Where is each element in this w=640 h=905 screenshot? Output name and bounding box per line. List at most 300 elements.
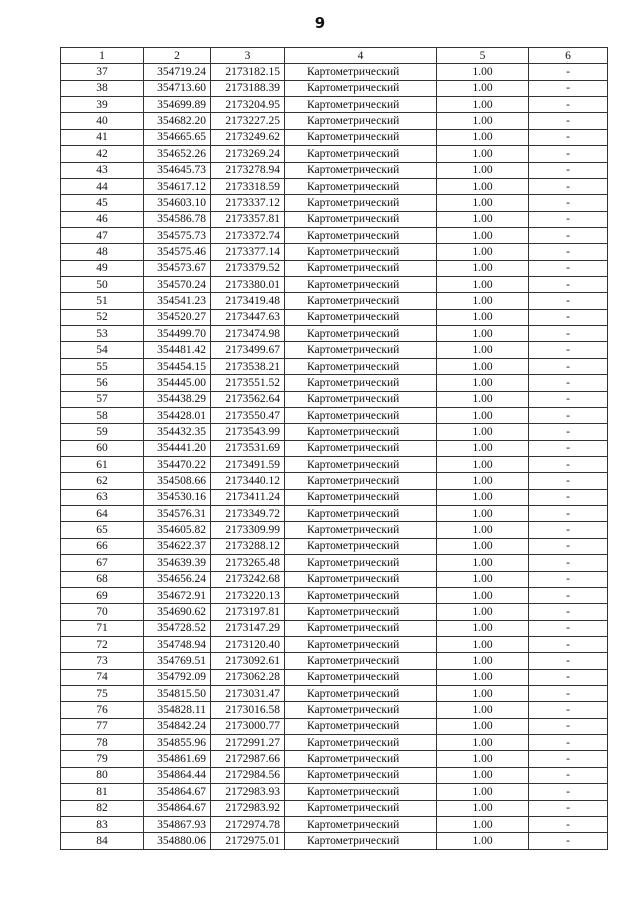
x-coordinate-cell: 354622.37 — [144, 538, 211, 554]
y-coordinate-cell: 2173543.99 — [211, 424, 285, 440]
note-cell: - — [529, 800, 608, 816]
table-row — [61, 735, 608, 751]
table-row — [61, 620, 608, 636]
y-coordinate-cell: 2173220.13 — [211, 587, 285, 603]
y-coordinate-cell: 2173440.12 — [211, 473, 285, 489]
point-number-cell: 52 — [61, 309, 144, 325]
y-coordinate-cell: 2172975.01 — [211, 833, 285, 849]
accuracy-cell: 1.00 — [437, 669, 529, 685]
point-number-cell: 73 — [61, 653, 144, 669]
method-cell: Картометрический — [285, 244, 437, 260]
point-number-cell: 43 — [61, 162, 144, 178]
table-row — [61, 538, 608, 554]
note-cell: - — [529, 620, 608, 636]
x-coordinate-cell: 354481.42 — [144, 342, 211, 358]
accuracy-cell: 1.00 — [437, 440, 529, 456]
accuracy-cell: 1.00 — [437, 653, 529, 669]
accuracy-cell: 1.00 — [437, 97, 529, 113]
note-cell: - — [529, 571, 608, 587]
point-number-cell: 77 — [61, 718, 144, 734]
table-row — [61, 113, 608, 129]
method-cell: Картометрический — [285, 64, 437, 80]
y-coordinate-cell: 2173491.59 — [211, 456, 285, 472]
note-cell: - — [529, 636, 608, 652]
table-row — [61, 80, 608, 96]
y-coordinate-cell: 2173349.72 — [211, 506, 285, 522]
x-coordinate-cell: 354432.35 — [144, 424, 211, 440]
note-cell: - — [529, 277, 608, 293]
point-number-cell: 48 — [61, 244, 144, 260]
y-coordinate-cell: 2172983.93 — [211, 784, 285, 800]
y-coordinate-cell: 2173380.01 — [211, 277, 285, 293]
y-coordinate-cell: 2173269.24 — [211, 146, 285, 162]
table-header — [61, 48, 608, 64]
point-number-cell: 84 — [61, 833, 144, 849]
y-coordinate-cell: 2173531.69 — [211, 440, 285, 456]
note-cell: - — [529, 227, 608, 243]
x-coordinate-cell: 354748.94 — [144, 636, 211, 652]
note-cell: - — [529, 669, 608, 685]
point-number-cell: 42 — [61, 146, 144, 162]
x-coordinate-cell: 354867.93 — [144, 816, 211, 832]
method-cell: Картометрический — [285, 293, 437, 309]
method-cell: Картометрический — [285, 80, 437, 96]
y-coordinate-cell: 2173357.81 — [211, 211, 285, 227]
y-coordinate-cell: 2173204.95 — [211, 97, 285, 113]
accuracy-cell: 1.00 — [437, 407, 529, 423]
y-coordinate-cell: 2173538.21 — [211, 358, 285, 374]
table-row — [61, 326, 608, 342]
method-cell: Картометрический — [285, 767, 437, 783]
method-cell: Картометрический — [285, 113, 437, 129]
note-cell: - — [529, 358, 608, 374]
x-coordinate-cell: 354864.67 — [144, 784, 211, 800]
method-cell: Картометрический — [285, 702, 437, 718]
point-number-cell: 74 — [61, 669, 144, 685]
method-cell: Картометрический — [285, 424, 437, 440]
x-coordinate-cell: 354576.31 — [144, 506, 211, 522]
table-row — [61, 473, 608, 489]
accuracy-cell: 1.00 — [437, 473, 529, 489]
point-number-cell: 80 — [61, 767, 144, 783]
accuracy-cell: 1.00 — [437, 522, 529, 538]
column-header-3: 3 — [211, 48, 285, 64]
point-number-cell: 82 — [61, 800, 144, 816]
y-coordinate-cell: 2173188.39 — [211, 80, 285, 96]
accuracy-cell: 1.00 — [437, 260, 529, 276]
x-coordinate-cell: 354652.26 — [144, 146, 211, 162]
point-number-cell: 37 — [61, 64, 144, 80]
page-number: 9 — [314, 14, 326, 32]
accuracy-cell: 1.00 — [437, 702, 529, 718]
point-number-cell: 58 — [61, 407, 144, 423]
point-number-cell: 69 — [61, 587, 144, 603]
x-coordinate-cell: 354573.67 — [144, 260, 211, 276]
table-row — [61, 522, 608, 538]
x-coordinate-cell: 354617.12 — [144, 178, 211, 194]
x-coordinate-cell: 354828.11 — [144, 702, 211, 718]
point-number-cell: 38 — [61, 80, 144, 96]
method-cell: Картометрический — [285, 358, 437, 374]
method-cell: Картометрический — [285, 653, 437, 669]
method-cell: Картометрический — [285, 211, 437, 227]
x-coordinate-cell: 354441.20 — [144, 440, 211, 456]
method-cell: Картометрический — [285, 97, 437, 113]
point-number-cell: 72 — [61, 636, 144, 652]
method-cell: Картометрический — [285, 604, 437, 620]
point-number-cell: 68 — [61, 571, 144, 587]
x-coordinate-cell: 354586.78 — [144, 211, 211, 227]
note-cell: - — [529, 146, 608, 162]
y-coordinate-cell: 2173318.59 — [211, 178, 285, 194]
table-row — [61, 686, 608, 702]
point-number-cell: 70 — [61, 604, 144, 620]
point-number-cell: 83 — [61, 816, 144, 832]
method-cell: Картометрический — [285, 800, 437, 816]
accuracy-cell: 1.00 — [437, 767, 529, 783]
y-coordinate-cell: 2173550.47 — [211, 407, 285, 423]
accuracy-cell: 1.00 — [437, 816, 529, 832]
x-coordinate-cell: 354508.66 — [144, 473, 211, 489]
x-coordinate-cell: 354520.27 — [144, 309, 211, 325]
column-header-4: 4 — [285, 48, 437, 64]
note-cell: - — [529, 293, 608, 309]
x-coordinate-cell: 354605.82 — [144, 522, 211, 538]
y-coordinate-cell: 2173062.28 — [211, 669, 285, 685]
accuracy-cell: 1.00 — [437, 800, 529, 816]
y-coordinate-cell: 2172974.78 — [211, 816, 285, 832]
table-row — [61, 767, 608, 783]
y-coordinate-cell: 2173182.15 — [211, 64, 285, 80]
point-number-cell: 47 — [61, 227, 144, 243]
point-number-cell: 54 — [61, 342, 144, 358]
x-coordinate-cell: 354438.29 — [144, 391, 211, 407]
method-cell: Картометрический — [285, 555, 437, 571]
column-header-6: 6 — [529, 48, 608, 64]
x-coordinate-cell: 354880.06 — [144, 833, 211, 849]
method-cell: Картометрический — [285, 326, 437, 342]
table-row — [61, 636, 608, 652]
x-coordinate-cell: 354575.73 — [144, 227, 211, 243]
x-coordinate-cell: 354815.50 — [144, 686, 211, 702]
table-row — [61, 277, 608, 293]
point-number-cell: 55 — [61, 358, 144, 374]
accuracy-cell: 1.00 — [437, 833, 529, 849]
table-row — [61, 211, 608, 227]
y-coordinate-cell: 2173411.24 — [211, 489, 285, 505]
accuracy-cell: 1.00 — [437, 489, 529, 505]
accuracy-cell: 1.00 — [437, 277, 529, 293]
point-number-cell: 64 — [61, 506, 144, 522]
x-coordinate-cell: 354454.15 — [144, 358, 211, 374]
note-cell: - — [529, 456, 608, 472]
accuracy-cell: 1.00 — [437, 391, 529, 407]
table-row — [61, 669, 608, 685]
table-row — [61, 391, 608, 407]
x-coordinate-cell: 354719.24 — [144, 64, 211, 80]
accuracy-cell: 1.00 — [437, 178, 529, 194]
note-cell: - — [529, 587, 608, 603]
x-coordinate-cell: 354428.01 — [144, 407, 211, 423]
note-cell: - — [529, 309, 608, 325]
y-coordinate-cell: 2173419.48 — [211, 293, 285, 309]
y-coordinate-cell: 2173337.12 — [211, 195, 285, 211]
y-coordinate-cell: 2173147.29 — [211, 620, 285, 636]
method-cell: Картометрический — [285, 816, 437, 832]
accuracy-cell: 1.00 — [437, 326, 529, 342]
note-cell: - — [529, 784, 608, 800]
accuracy-cell: 1.00 — [437, 538, 529, 554]
x-coordinate-cell: 354645.73 — [144, 162, 211, 178]
accuracy-cell: 1.00 — [437, 735, 529, 751]
table-row — [61, 64, 608, 80]
method-cell: Картометрический — [285, 587, 437, 603]
point-number-cell: 39 — [61, 97, 144, 113]
x-coordinate-cell: 354665.65 — [144, 129, 211, 145]
method-cell: Картометрический — [285, 784, 437, 800]
x-coordinate-cell: 354445.00 — [144, 375, 211, 391]
method-cell: Картометрический — [285, 473, 437, 489]
x-coordinate-cell: 354699.89 — [144, 97, 211, 113]
y-coordinate-cell: 2172991.27 — [211, 735, 285, 751]
y-coordinate-cell: 2173379.52 — [211, 260, 285, 276]
accuracy-cell: 1.00 — [437, 80, 529, 96]
method-cell: Картометрический — [285, 260, 437, 276]
point-number-cell: 59 — [61, 424, 144, 440]
note-cell: - — [529, 489, 608, 505]
y-coordinate-cell: 2173227.25 — [211, 113, 285, 129]
note-cell: - — [529, 407, 608, 423]
note-cell: - — [529, 538, 608, 554]
note-cell: - — [529, 816, 608, 832]
table-row — [61, 244, 608, 260]
table-row — [61, 571, 608, 587]
method-cell: Картометрический — [285, 129, 437, 145]
accuracy-cell: 1.00 — [437, 146, 529, 162]
y-coordinate-cell: 2173372.74 — [211, 227, 285, 243]
table-row — [61, 702, 608, 718]
accuracy-cell: 1.00 — [437, 636, 529, 652]
table-row — [61, 146, 608, 162]
point-number-cell: 40 — [61, 113, 144, 129]
x-coordinate-cell: 354769.51 — [144, 653, 211, 669]
method-cell: Картометрический — [285, 686, 437, 702]
point-number-cell: 75 — [61, 686, 144, 702]
method-cell: Картометрический — [285, 391, 437, 407]
note-cell: - — [529, 686, 608, 702]
method-cell: Картометрический — [285, 489, 437, 505]
accuracy-cell: 1.00 — [437, 555, 529, 571]
table-row — [61, 587, 608, 603]
method-cell: Картометрический — [285, 751, 437, 767]
note-cell: - — [529, 506, 608, 522]
y-coordinate-cell: 2173551.52 — [211, 375, 285, 391]
note-cell: - — [529, 718, 608, 734]
table-row — [61, 653, 608, 669]
method-cell: Картометрический — [285, 833, 437, 849]
table-row — [61, 424, 608, 440]
x-coordinate-cell: 354603.10 — [144, 195, 211, 211]
table-row — [61, 342, 608, 358]
x-coordinate-cell: 354861.69 — [144, 751, 211, 767]
x-coordinate-cell: 354792.09 — [144, 669, 211, 685]
note-cell: - — [529, 244, 608, 260]
note-cell: - — [529, 375, 608, 391]
y-coordinate-cell: 2173309.99 — [211, 522, 285, 538]
point-number-cell: 76 — [61, 702, 144, 718]
x-coordinate-cell: 354541.23 — [144, 293, 211, 309]
accuracy-cell: 1.00 — [437, 375, 529, 391]
note-cell: - — [529, 473, 608, 489]
y-coordinate-cell: 2173562.64 — [211, 391, 285, 407]
accuracy-cell: 1.00 — [437, 162, 529, 178]
y-coordinate-cell: 2173016.58 — [211, 702, 285, 718]
accuracy-cell: 1.00 — [437, 571, 529, 587]
table-row — [61, 751, 608, 767]
x-coordinate-cell: 354855.96 — [144, 735, 211, 751]
y-coordinate-cell: 2173474.98 — [211, 326, 285, 342]
accuracy-cell: 1.00 — [437, 751, 529, 767]
note-cell: - — [529, 522, 608, 538]
x-coordinate-cell: 354690.62 — [144, 604, 211, 620]
method-cell: Картометрический — [285, 342, 437, 358]
table-row — [61, 129, 608, 145]
x-coordinate-cell: 354570.24 — [144, 277, 211, 293]
note-cell: - — [529, 195, 608, 211]
accuracy-cell: 1.00 — [437, 686, 529, 702]
note-cell: - — [529, 653, 608, 669]
column-header-2: 2 — [144, 48, 211, 64]
y-coordinate-cell: 2173031.47 — [211, 686, 285, 702]
x-coordinate-cell: 354499.70 — [144, 326, 211, 342]
x-coordinate-cell: 354842.24 — [144, 718, 211, 734]
point-number-cell: 66 — [61, 538, 144, 554]
x-coordinate-cell: 354530.16 — [144, 489, 211, 505]
point-number-cell: 57 — [61, 391, 144, 407]
method-cell: Картометрический — [285, 178, 437, 194]
y-coordinate-cell: 2173092.61 — [211, 653, 285, 669]
accuracy-cell: 1.00 — [437, 293, 529, 309]
coordinates-table — [60, 47, 608, 850]
y-coordinate-cell: 2173377.14 — [211, 244, 285, 260]
accuracy-cell: 1.00 — [437, 211, 529, 227]
note-cell: - — [529, 178, 608, 194]
accuracy-cell: 1.00 — [437, 424, 529, 440]
y-coordinate-cell: 2173197.81 — [211, 604, 285, 620]
y-coordinate-cell: 2172987.66 — [211, 751, 285, 767]
table-row — [61, 506, 608, 522]
point-number-cell: 41 — [61, 129, 144, 145]
note-cell: - — [529, 129, 608, 145]
y-coordinate-cell: 2172983.92 — [211, 800, 285, 816]
accuracy-cell: 1.00 — [437, 456, 529, 472]
x-coordinate-cell: 354672.91 — [144, 587, 211, 603]
method-cell: Картометрический — [285, 195, 437, 211]
column-header-5: 5 — [437, 48, 529, 64]
accuracy-cell: 1.00 — [437, 604, 529, 620]
note-cell: - — [529, 113, 608, 129]
method-cell: Картометрический — [285, 636, 437, 652]
point-number-cell: 71 — [61, 620, 144, 636]
accuracy-cell: 1.00 — [437, 718, 529, 734]
point-number-cell: 46 — [61, 211, 144, 227]
x-coordinate-cell: 354639.39 — [144, 555, 211, 571]
table-row — [61, 784, 608, 800]
point-number-cell: 60 — [61, 440, 144, 456]
method-cell: Картометрический — [285, 162, 437, 178]
note-cell: - — [529, 391, 608, 407]
note-cell: - — [529, 767, 608, 783]
accuracy-cell: 1.00 — [437, 244, 529, 260]
accuracy-cell: 1.00 — [437, 358, 529, 374]
x-coordinate-cell: 354864.44 — [144, 767, 211, 783]
x-coordinate-cell: 354470.22 — [144, 456, 211, 472]
point-number-cell: 49 — [61, 260, 144, 276]
accuracy-cell: 1.00 — [437, 342, 529, 358]
accuracy-cell: 1.00 — [437, 113, 529, 129]
x-coordinate-cell: 354728.52 — [144, 620, 211, 636]
method-cell: Картометрический — [285, 669, 437, 685]
accuracy-cell: 1.00 — [437, 506, 529, 522]
table-row — [61, 195, 608, 211]
method-cell: Картометрический — [285, 522, 437, 538]
accuracy-cell: 1.00 — [437, 227, 529, 243]
method-cell: Картометрический — [285, 227, 437, 243]
note-cell: - — [529, 97, 608, 113]
method-cell: Картометрический — [285, 375, 437, 391]
x-coordinate-cell: 354713.60 — [144, 80, 211, 96]
column-header-1: 1 — [61, 48, 144, 64]
accuracy-cell: 1.00 — [437, 620, 529, 636]
point-number-cell: 67 — [61, 555, 144, 571]
method-cell: Картометрический — [285, 407, 437, 423]
y-coordinate-cell: 2173499.67 — [211, 342, 285, 358]
method-cell: Картометрический — [285, 146, 437, 162]
table-row — [61, 604, 608, 620]
point-number-cell: 79 — [61, 751, 144, 767]
table-row — [61, 489, 608, 505]
note-cell: - — [529, 64, 608, 80]
table-row — [61, 309, 608, 325]
method-cell: Картометрический — [285, 277, 437, 293]
point-number-cell: 78 — [61, 735, 144, 751]
point-number-cell: 50 — [61, 277, 144, 293]
method-cell: Картометрический — [285, 538, 437, 554]
table-row — [61, 260, 608, 276]
y-coordinate-cell: 2173278.94 — [211, 162, 285, 178]
table-row — [61, 162, 608, 178]
method-cell: Картометрический — [285, 309, 437, 325]
table-row — [61, 800, 608, 816]
table-body — [61, 64, 608, 849]
method-cell: Картометрический — [285, 735, 437, 751]
accuracy-cell: 1.00 — [437, 309, 529, 325]
note-cell: - — [529, 424, 608, 440]
note-cell: - — [529, 260, 608, 276]
method-cell: Картометрический — [285, 506, 437, 522]
accuracy-cell: 1.00 — [437, 64, 529, 80]
table-row — [61, 178, 608, 194]
note-cell: - — [529, 326, 608, 342]
point-number-cell: 81 — [61, 784, 144, 800]
method-cell: Картометрический — [285, 718, 437, 734]
x-coordinate-cell: 354864.67 — [144, 800, 211, 816]
x-coordinate-cell: 354656.24 — [144, 571, 211, 587]
y-coordinate-cell: 2172984.56 — [211, 767, 285, 783]
y-coordinate-cell: 2173265.48 — [211, 555, 285, 571]
table-row — [61, 718, 608, 734]
note-cell: - — [529, 162, 608, 178]
